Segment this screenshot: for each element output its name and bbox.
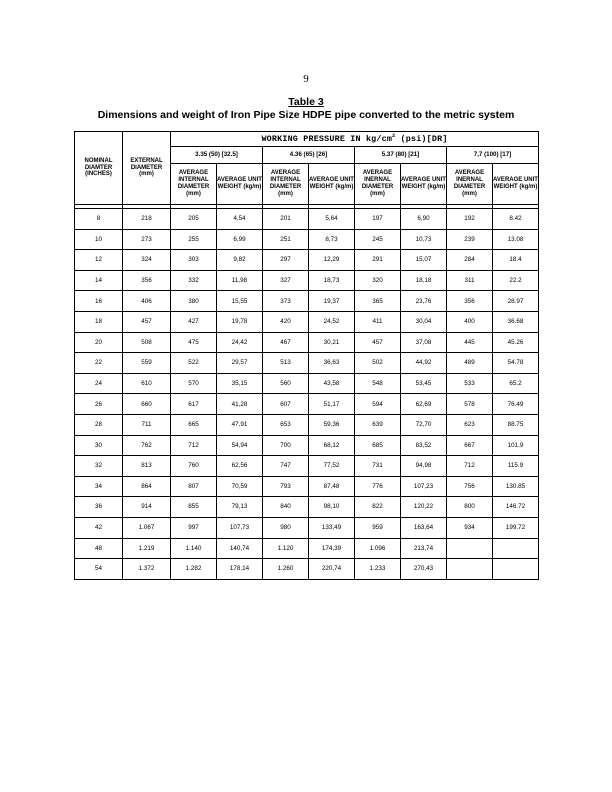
table-cell bbox=[447, 559, 493, 580]
table-cell: 239 bbox=[447, 229, 493, 250]
page-number: 9 bbox=[303, 73, 309, 85]
table-row bbox=[75, 209, 539, 230]
table-cell: 16 bbox=[75, 291, 123, 312]
table-cell: 174,39 bbox=[309, 538, 355, 559]
table-cell: 660 bbox=[123, 394, 171, 415]
table-cell: 24,42 bbox=[217, 332, 263, 353]
pressure-class-4: 7,7 (100) [17] bbox=[447, 147, 539, 164]
table-cell: 1.120 bbox=[263, 538, 309, 559]
table-cell: 489 bbox=[447, 353, 493, 374]
table-cell: 273 bbox=[123, 229, 171, 250]
table-cell: 45.26 bbox=[493, 332, 539, 353]
table-cell: 133,49 bbox=[309, 517, 355, 538]
table-cell: 522 bbox=[171, 353, 217, 374]
table-cell: 980 bbox=[263, 517, 309, 538]
table-cell: 610 bbox=[123, 373, 171, 394]
table-cell: 98,10 bbox=[309, 497, 355, 518]
table-cell: 667 bbox=[447, 435, 493, 456]
working-pressure-exponent: 2 bbox=[392, 132, 396, 139]
table-cell: 59,36 bbox=[309, 414, 355, 435]
table-cell: 20 bbox=[75, 332, 123, 353]
table-cell: 36.68 bbox=[493, 311, 539, 332]
table-subtitle: Dimensions and weight of Iron Pipe Size HDPE pipe converted to the metric system bbox=[97, 109, 515, 121]
table-cell: 30,21 bbox=[309, 332, 355, 353]
table-cell: 380 bbox=[171, 291, 217, 312]
table-cell: 10,73 bbox=[401, 229, 447, 250]
table-cell: 712 bbox=[171, 435, 217, 456]
table-cell: 68,12 bbox=[309, 435, 355, 456]
table-cell: 445 bbox=[447, 332, 493, 353]
table-cell: 365 bbox=[355, 291, 401, 312]
table-cell: 711 bbox=[123, 414, 171, 435]
table-cell: 36 bbox=[75, 497, 123, 518]
table-cell: 5,64 bbox=[309, 209, 355, 230]
table-cell: 30,04 bbox=[401, 311, 447, 332]
table-row bbox=[75, 291, 539, 312]
table-cell: 107,23 bbox=[401, 476, 447, 497]
table-cell: 24 bbox=[75, 373, 123, 394]
table-cell: 427 bbox=[171, 311, 217, 332]
table-cell: 12 bbox=[75, 250, 123, 271]
table-cell: 120,22 bbox=[401, 497, 447, 518]
table-cell: 13.08 bbox=[493, 229, 539, 250]
table-cell: 18,73 bbox=[309, 270, 355, 291]
table-cell: 813 bbox=[123, 456, 171, 477]
table-cell: 245 bbox=[355, 229, 401, 250]
table-cell: 665 bbox=[171, 414, 217, 435]
table-cell: 44,92 bbox=[401, 353, 447, 374]
table-row bbox=[75, 517, 539, 538]
pressure-class-2: 4.36 (65) [26] bbox=[263, 147, 355, 164]
table-cell: 34 bbox=[75, 476, 123, 497]
header-row-working-pressure bbox=[75, 132, 539, 147]
table-cell: 255 bbox=[171, 229, 217, 250]
table-cell: 559 bbox=[123, 353, 171, 374]
table-cell: 1.372 bbox=[123, 559, 171, 580]
table-cell: 87,48 bbox=[309, 476, 355, 497]
table-cell: 959 bbox=[355, 517, 401, 538]
table-cell: 53,45 bbox=[401, 373, 447, 394]
table-cell: 475 bbox=[171, 332, 217, 353]
table-cell: 6,99 bbox=[217, 229, 263, 250]
table-cell: 467 bbox=[263, 332, 309, 353]
table-cell: 457 bbox=[355, 332, 401, 353]
table-cell: 107,73 bbox=[217, 517, 263, 538]
working-pressure-suffix: (psi)[DR] bbox=[395, 133, 448, 144]
table-cell: 115.9 bbox=[493, 456, 539, 477]
table-cell: 617 bbox=[171, 394, 217, 415]
table-cell: 65.2 bbox=[493, 373, 539, 394]
table-cell: 502 bbox=[355, 353, 401, 374]
table-cell: 83,52 bbox=[401, 435, 447, 456]
table-cell: 163,64 bbox=[401, 517, 447, 538]
table-cell: 54,94 bbox=[217, 435, 263, 456]
table-cell: 8,73 bbox=[309, 229, 355, 250]
table-cell: 762 bbox=[123, 435, 171, 456]
table-cell: 79,13 bbox=[217, 497, 263, 518]
table-cell: 19,37 bbox=[309, 291, 355, 312]
table-row bbox=[75, 332, 539, 353]
table-cell: 18,18 bbox=[401, 270, 447, 291]
table-cell: 373 bbox=[263, 291, 309, 312]
table-cell: 747 bbox=[263, 456, 309, 477]
table-cell: 28.97 bbox=[493, 291, 539, 312]
table-cell: 130.85 bbox=[493, 476, 539, 497]
table-cell: 35,15 bbox=[217, 373, 263, 394]
table-cell: 197 bbox=[355, 209, 401, 230]
table-row bbox=[75, 373, 539, 394]
sub-column-header: AVERAGE UNIT WEIGHT (kg/m) bbox=[217, 164, 263, 205]
table-cell: 14 bbox=[75, 270, 123, 291]
table-cell: 320 bbox=[355, 270, 401, 291]
table-cell: 42 bbox=[75, 517, 123, 538]
table-cell: 37,08 bbox=[401, 332, 447, 353]
sub-column-header: AVERAGE UNIT WEIGHT (kg/m) bbox=[493, 164, 539, 205]
table-row bbox=[75, 270, 539, 291]
pipe-dimensions-table bbox=[74, 131, 539, 580]
sub-column-header: AVERAGE INERNAL DIAMETER (mm) bbox=[355, 164, 401, 205]
table-cell: 934 bbox=[447, 517, 493, 538]
table-cell: 26 bbox=[75, 394, 123, 415]
table-cell: 1.260 bbox=[263, 559, 309, 580]
table-cell: 8 bbox=[75, 209, 123, 230]
table-cell: 800 bbox=[447, 497, 493, 518]
table-cell: 12,29 bbox=[309, 250, 355, 271]
table-cell: 88.75 bbox=[493, 414, 539, 435]
table-row bbox=[75, 250, 539, 271]
table-cell: 62,56 bbox=[217, 456, 263, 477]
table-cell: 24,52 bbox=[309, 311, 355, 332]
table-cell: 23,76 bbox=[401, 291, 447, 312]
table-cell: 54 bbox=[75, 559, 123, 580]
table-cell: 213,74 bbox=[401, 538, 447, 559]
table-cell: 1.282 bbox=[171, 559, 217, 580]
table-cell: 855 bbox=[171, 497, 217, 518]
table-cell: 94,98 bbox=[401, 456, 447, 477]
table-cell: 914 bbox=[123, 497, 171, 518]
table-cell: 47,91 bbox=[217, 414, 263, 435]
table-cell: 356 bbox=[123, 270, 171, 291]
sub-column-header: AVERAGE INTERNAL DIAMETER (mm) bbox=[171, 164, 217, 205]
table-cell: 62,69 bbox=[401, 394, 447, 415]
table-cell bbox=[493, 559, 539, 580]
table-cell: 807 bbox=[171, 476, 217, 497]
table-cell: 570 bbox=[171, 373, 217, 394]
table-cell: 22 bbox=[75, 353, 123, 374]
table-cell: 311 bbox=[447, 270, 493, 291]
table-cell: 420 bbox=[263, 311, 309, 332]
table-cell: 178,14 bbox=[217, 559, 263, 580]
table-cell: 1.140 bbox=[171, 538, 217, 559]
table-title: Table 3 bbox=[288, 96, 324, 108]
table-row bbox=[75, 497, 539, 518]
table-cell: 28 bbox=[75, 414, 123, 435]
table-cell: 685 bbox=[355, 435, 401, 456]
table-cell: 560 bbox=[263, 373, 309, 394]
table-cell: 77,52 bbox=[309, 456, 355, 477]
table-cell: 270,43 bbox=[401, 559, 447, 580]
pressure-class-3: 5.37 (80) [21] bbox=[355, 147, 447, 164]
table-cell: 192 bbox=[447, 209, 493, 230]
table-row bbox=[75, 538, 539, 559]
table-cell: 9,82 bbox=[217, 250, 263, 271]
table-cell: 101.9 bbox=[493, 435, 539, 456]
table-cell: 731 bbox=[355, 456, 401, 477]
table-cell: 607 bbox=[263, 394, 309, 415]
table-cell: 760 bbox=[171, 456, 217, 477]
table-cell: 508 bbox=[123, 332, 171, 353]
table-cell: 623 bbox=[447, 414, 493, 435]
table-cell: 756 bbox=[447, 476, 493, 497]
sub-column-header: AVERAGE UNIT WEIGHT (kg/m) bbox=[401, 164, 447, 205]
nominal-diameter-header: NOMINAL DIAMTER (INCHES) bbox=[75, 132, 123, 205]
working-pressure-text: WORKING PRESSURE IN kg/cm bbox=[261, 133, 393, 144]
table-cell: 840 bbox=[263, 497, 309, 518]
table-cell: 10 bbox=[75, 229, 123, 250]
table-cell: 332 bbox=[171, 270, 217, 291]
table-cell: 303 bbox=[171, 250, 217, 271]
table-cell: 864 bbox=[123, 476, 171, 497]
table-row bbox=[75, 414, 539, 435]
table-cell: 201 bbox=[263, 209, 309, 230]
table-cell: 8.42 bbox=[493, 209, 539, 230]
table-row bbox=[75, 311, 539, 332]
table-cell: 291 bbox=[355, 250, 401, 271]
table-row bbox=[75, 353, 539, 374]
table-cell: 793 bbox=[263, 476, 309, 497]
table-cell: 251 bbox=[263, 229, 309, 250]
table-cell: 36,63 bbox=[309, 353, 355, 374]
table-cell: 327 bbox=[263, 270, 309, 291]
table-cell: 220,74 bbox=[309, 559, 355, 580]
table-cell: 1.219 bbox=[123, 538, 171, 559]
table-cell: 822 bbox=[355, 497, 401, 518]
table-cell: 54.78 bbox=[493, 353, 539, 374]
table-cell: 140,74 bbox=[217, 538, 263, 559]
table-row bbox=[75, 394, 539, 415]
table-cell bbox=[447, 538, 493, 559]
table-cell: 72,70 bbox=[401, 414, 447, 435]
table-cell: 513 bbox=[263, 353, 309, 374]
table-cell: 356 bbox=[447, 291, 493, 312]
table-cell: 15,55 bbox=[217, 291, 263, 312]
table-cell: 411 bbox=[355, 311, 401, 332]
table-cell: 284 bbox=[447, 250, 493, 271]
table-cell: 15,07 bbox=[401, 250, 447, 271]
pressure-class-1: 3.35 (50) [32.5] bbox=[171, 147, 263, 164]
table-cell: 70,59 bbox=[217, 476, 263, 497]
table-cell: 29,57 bbox=[217, 353, 263, 374]
table-cell: 76.49 bbox=[493, 394, 539, 415]
table-cell: 205 bbox=[171, 209, 217, 230]
table-cell: 18.4 bbox=[493, 250, 539, 271]
table-cell: 1.233 bbox=[355, 559, 401, 580]
table-cell: 1.067 bbox=[123, 517, 171, 538]
table-cell: 22.2 bbox=[493, 270, 539, 291]
table-cell: 32 bbox=[75, 456, 123, 477]
table-row bbox=[75, 476, 539, 497]
table-cell: 594 bbox=[355, 394, 401, 415]
working-pressure-header bbox=[171, 132, 539, 147]
table-cell: 4,54 bbox=[217, 209, 263, 230]
table-cell: 997 bbox=[171, 517, 217, 538]
table-cell: 199.72 bbox=[493, 517, 539, 538]
table-cell: 30 bbox=[75, 435, 123, 456]
table-cell: 218 bbox=[123, 209, 171, 230]
table-cell: 19,78 bbox=[217, 311, 263, 332]
table-cell: 712 bbox=[447, 456, 493, 477]
table-cell: 146.72 bbox=[493, 497, 539, 518]
table-cell: 51,17 bbox=[309, 394, 355, 415]
table-cell: 324 bbox=[123, 250, 171, 271]
table-cell: 43,58 bbox=[309, 373, 355, 394]
table-row bbox=[75, 559, 539, 580]
table-row bbox=[75, 456, 539, 477]
table-cell bbox=[493, 538, 539, 559]
table-cell: 297 bbox=[263, 250, 309, 271]
sub-column-header: AVERAGE UNIT WEIGHT (kg/m) bbox=[309, 164, 355, 205]
table-cell: 653 bbox=[263, 414, 309, 435]
table-cell: 457 bbox=[123, 311, 171, 332]
table-cell: 18 bbox=[75, 311, 123, 332]
table-cell: 400 bbox=[447, 311, 493, 332]
table-cell: 1.096 bbox=[355, 538, 401, 559]
table-row bbox=[75, 435, 539, 456]
table-cell: 406 bbox=[123, 291, 171, 312]
table-cell: 533 bbox=[447, 373, 493, 394]
table-cell: 578 bbox=[447, 394, 493, 415]
table-cell: 41,28 bbox=[217, 394, 263, 415]
table-cell: 776 bbox=[355, 476, 401, 497]
external-diameter-header: EXTERNAL DIAMETER (mm) bbox=[123, 132, 171, 205]
table-cell: 48 bbox=[75, 538, 123, 559]
table-cell: 639 bbox=[355, 414, 401, 435]
table-cell: 11,98 bbox=[217, 270, 263, 291]
sub-column-header: AVERAGE INTERNAL DIAMETER (mm) bbox=[263, 164, 309, 205]
sub-column-header: AVERAGE INERNAL DIAMETER (mm) bbox=[447, 164, 493, 205]
table-cell: 548 bbox=[355, 373, 401, 394]
table-cell: 6,90 bbox=[401, 209, 447, 230]
table-row bbox=[75, 229, 539, 250]
table-cell: 700 bbox=[263, 435, 309, 456]
